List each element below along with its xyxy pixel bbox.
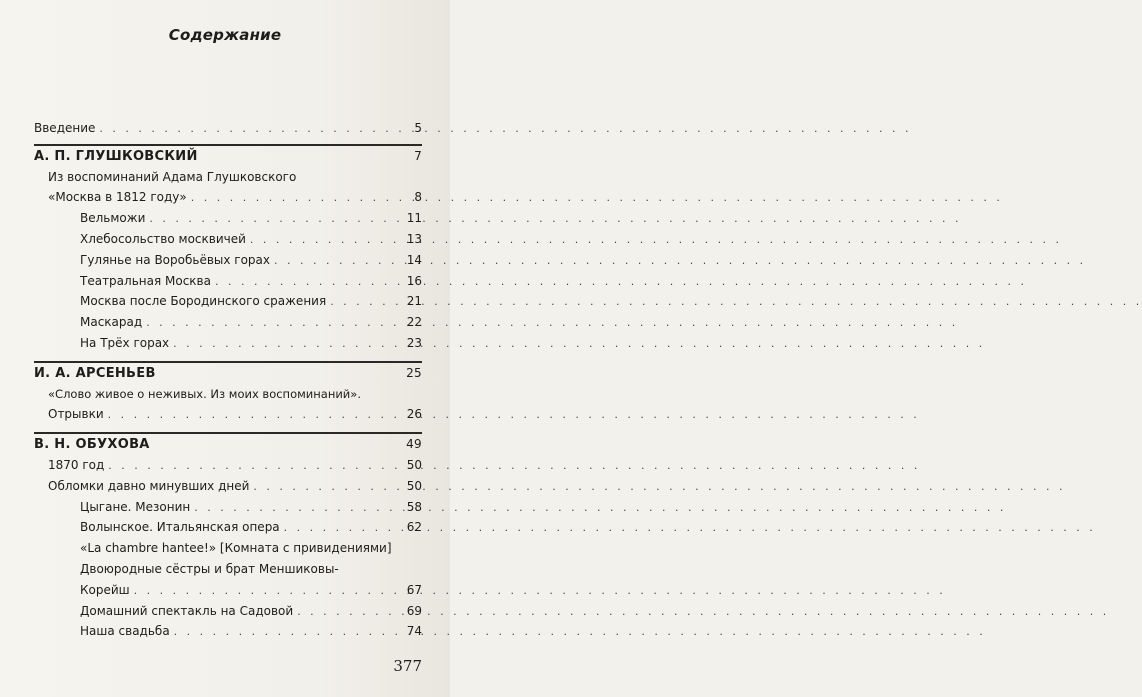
toc-row[interactable] — [34, 187, 422, 208]
toc-label: Введение — [34, 121, 96, 135]
toc-label: «Москва в 1812 году» — [48, 190, 187, 205]
toc-page: 13 — [406, 231, 422, 246]
section-author: В. Н. ОБУХОВА — [34, 437, 150, 453]
toc-row-intro[interactable] — [34, 118, 422, 139]
section-author: И. А. АРСЕНЬЕВ — [34, 365, 156, 381]
toc-label: Домашний спектакль на Садовой — [80, 603, 294, 618]
toc-page: 50 — [406, 478, 422, 493]
dot-leader — [149, 209, 400, 230]
toc-label: Двоюродные сёстры и брат Меншиковы- — [80, 561, 339, 576]
toc-label: Маскарад — [80, 315, 143, 330]
toc-row[interactable] — [34, 167, 422, 188]
toc-row[interactable] — [34, 208, 422, 229]
toc-page: 62 — [406, 520, 422, 535]
toc-row[interactable] — [34, 517, 422, 538]
dot-leader — [274, 251, 400, 272]
toc-row[interactable] — [34, 476, 422, 497]
page-number: 377 — [393, 657, 422, 675]
dot-leader — [253, 477, 400, 498]
dot-leader — [297, 602, 400, 623]
toc-row[interactable] — [34, 621, 422, 642]
toc-label: Цыгане. Мезонин — [80, 499, 191, 514]
dot-leader — [250, 230, 400, 251]
toc-label: Обломки давно минувших дней — [48, 478, 250, 493]
toc-page: 11 — [406, 211, 422, 226]
toc-page: 22 — [406, 315, 422, 330]
toc-label: Корейш — [80, 582, 130, 597]
toc-label: Отрывки — [48, 407, 104, 422]
toc-row[interactable] — [34, 271, 422, 292]
section-heading[interactable] — [34, 363, 422, 384]
toc-row[interactable] — [34, 404, 422, 425]
toc-page: 14 — [406, 252, 422, 267]
toc-page: 21 — [406, 294, 422, 309]
dot-leader — [134, 581, 400, 602]
toc-label: Москва после Бородинского сражения — [80, 294, 327, 309]
book-page — [0, 0, 450, 697]
toc-page: 69 — [406, 603, 422, 618]
page-title: Содержание — [168, 26, 282, 44]
toc-page: 5 — [414, 121, 422, 135]
toc-row[interactable] — [34, 384, 422, 405]
toc-page: 23 — [406, 335, 422, 350]
toc-row[interactable] — [34, 538, 422, 559]
toc-row[interactable] — [34, 580, 422, 601]
toc-row[interactable] — [34, 291, 422, 312]
dot-leader — [173, 334, 400, 355]
toc-list — [34, 118, 422, 642]
toc-label: Из воспоминаний Адама Глушковского — [48, 169, 297, 184]
toc-label: Гулянье на Воробьёвых горах — [80, 252, 271, 267]
dot-leader — [194, 498, 400, 519]
toc-page: 7 — [414, 148, 422, 163]
section-heading[interactable] — [34, 146, 422, 167]
dot-leader — [108, 456, 400, 477]
toc-row[interactable] — [34, 229, 422, 250]
section-heading[interactable] — [34, 434, 422, 455]
toc-label: Наша свадьба — [80, 624, 170, 639]
toc-row[interactable] — [34, 312, 422, 333]
section-author: А. П. ГЛУШКОВСКИЙ — [34, 148, 198, 164]
dot-leader — [191, 188, 400, 209]
toc-page: 26 — [406, 407, 422, 422]
toc-label: Волынское. Итальянская опера — [80, 520, 280, 535]
dot-leader — [108, 405, 400, 426]
toc-row[interactable] — [34, 455, 422, 476]
toc-label: Хлебосольство москвичей — [80, 231, 246, 246]
toc-row[interactable] — [34, 559, 422, 580]
toc-page: 8 — [414, 190, 422, 205]
dot-leader — [146, 313, 400, 334]
toc-page: 67 — [406, 582, 422, 597]
toc-label: «La chambre hantee!» [Комната с привидениями] — [80, 541, 392, 556]
toc-page: 74 — [406, 624, 422, 639]
toc-row[interactable] — [34, 601, 422, 622]
toc-page: 50 — [406, 457, 422, 472]
toc-page: 25 — [406, 365, 422, 380]
toc-row[interactable] — [34, 497, 422, 518]
toc-page: 58 — [406, 499, 422, 514]
toc-label: Театральная Москва — [80, 273, 211, 288]
dot-leader — [174, 622, 400, 643]
toc-row[interactable] — [34, 250, 422, 271]
toc-label: На Трёх горах — [80, 335, 170, 350]
toc-label: 1870 год — [48, 457, 105, 472]
toc-page: 49 — [406, 437, 422, 452]
dot-leader — [215, 272, 400, 293]
toc-label: Вельможи — [80, 211, 146, 226]
dot-leader — [284, 518, 400, 539]
toc-label: «Слово живое о неживых. Из моих воспоминаний». — [48, 386, 361, 401]
dot-leader — [99, 119, 400, 140]
dot-leader — [330, 292, 400, 313]
toc-row[interactable] — [34, 333, 422, 354]
toc-page: 16 — [406, 273, 422, 288]
